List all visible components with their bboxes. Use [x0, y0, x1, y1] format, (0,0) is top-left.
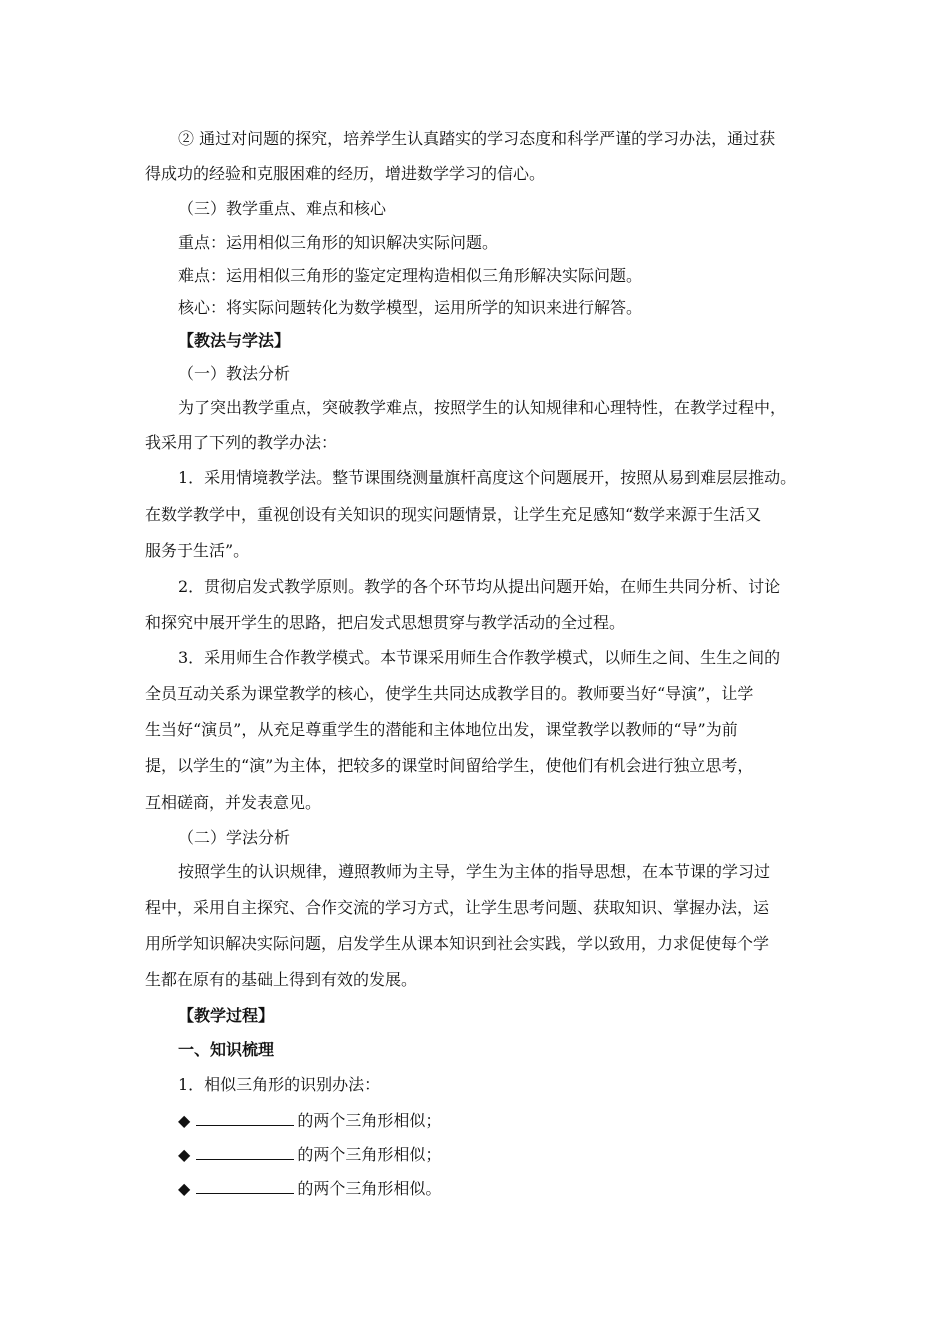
paragraph-line: 用所学知识解决实际问题，启发学生从课本知识到社会实践，学以致用，力求促使每个学: [145, 934, 770, 953]
section-heading: （二）学法分析: [178, 828, 291, 847]
paragraph-line: 程中，采用自主探究、合作交流的学习方式，让学生思考问题、获取知识、掌握办法，运: [145, 898, 770, 917]
paragraph-line: 核心：将实际问题转化为数学模型，运用所学的知识来进行解答。: [178, 298, 643, 317]
paragraph-line: 得成功的经验和克服困难的经历，增进数学学习的信心。: [145, 164, 546, 183]
list-item: [178, 1177, 858, 1199]
paragraph-line: 按照学生的认识规律，遵照教师为主导，学生为主体的指导思想，在本节课的学习过: [178, 862, 771, 881]
paragraph-line: 1．采用情境教学法。整节课围绕测量旗杆高度这个问题展开，按照从易到难层层推动。: [178, 468, 797, 487]
fill-blank[interactable]: [196, 1109, 294, 1126]
paragraph-line: 互相磋商，并发表意见。: [145, 793, 322, 812]
section-heading: （三）教学重点、难点和核心: [178, 199, 387, 218]
paragraph-line: 生都在原有的基础上得到有效的发展。: [145, 970, 418, 989]
list-item-text: 的两个三角形相似；: [297, 1145, 442, 1164]
section-title: 【教法与学法】: [178, 331, 291, 350]
paragraph-line: 2．贯彻启发式教学原则。教学的各个环节均从提出问题开始，在师生共同分析、讨论: [178, 577, 781, 596]
paragraph-line: 难点：运用相似三角形的鉴定定理构造相似三角形解决实际问题。: [178, 266, 643, 285]
paragraph-line: 服务于生活”。: [145, 541, 250, 560]
diamond-bullet-icon: ◆: [178, 1179, 191, 1198]
list-item-text: 的两个三角形相似；: [297, 1111, 442, 1130]
paragraph-line: 我采用了下列的教学办法：: [145, 433, 338, 452]
section-title: 【教学过程】: [178, 1006, 275, 1025]
diamond-bullet-icon: ◆: [178, 1145, 191, 1164]
paragraph-line: 为了突出教学重点，突破教学难点，按照学生的认知规律和心理特性，在教学过程中，: [178, 398, 787, 417]
diamond-bullet-icon: ◆: [178, 1111, 191, 1130]
section-heading: （一）教法分析: [178, 364, 291, 383]
subsection-title: 一、知识梳理: [178, 1040, 275, 1059]
list-heading: 1．相似三角形的识别办法：: [178, 1075, 381, 1094]
paragraph-line: 和探究中展开学生的思路，把启发式思想贯穿与教学活动的全过程。: [145, 613, 626, 632]
paragraph-line: ② 通过对问题的探究，培养学生认真踏实的学习态度和科学严谨的学习办法，通过获: [178, 129, 776, 148]
paragraph-line: 提，以学生的“演”为主体，把较多的课堂时间留给学生，使他们有机会进行独立思考，: [145, 756, 754, 775]
fill-blank[interactable]: [196, 1177, 294, 1194]
paragraph-line: 重点：运用相似三角形的知识解决实际问题。: [178, 233, 499, 252]
fill-blank[interactable]: [196, 1143, 294, 1160]
paragraph-line: 在数学教学中，重视创设有关知识的现实问题情景，让学生充足感知“数学来源于生活又: [145, 505, 762, 524]
paragraph-line: 3．采用师生合作教学模式。本节课采用师生合作教学模式，以师生之间、生生之间的: [178, 648, 781, 667]
paragraph-line: 生当好“演员”，从充足尊重学生的潜能和主体地位出发，课堂教学以教师的“导”为前: [145, 720, 738, 739]
paragraph-line: 全员互动关系为课堂教学的核心，使学生共同达成教学目的。教师要当好“导演”，让学: [145, 684, 754, 703]
list-item: [178, 1143, 858, 1165]
list-item: [178, 1109, 858, 1131]
list-item-text: 的两个三角形相似。: [297, 1179, 442, 1198]
